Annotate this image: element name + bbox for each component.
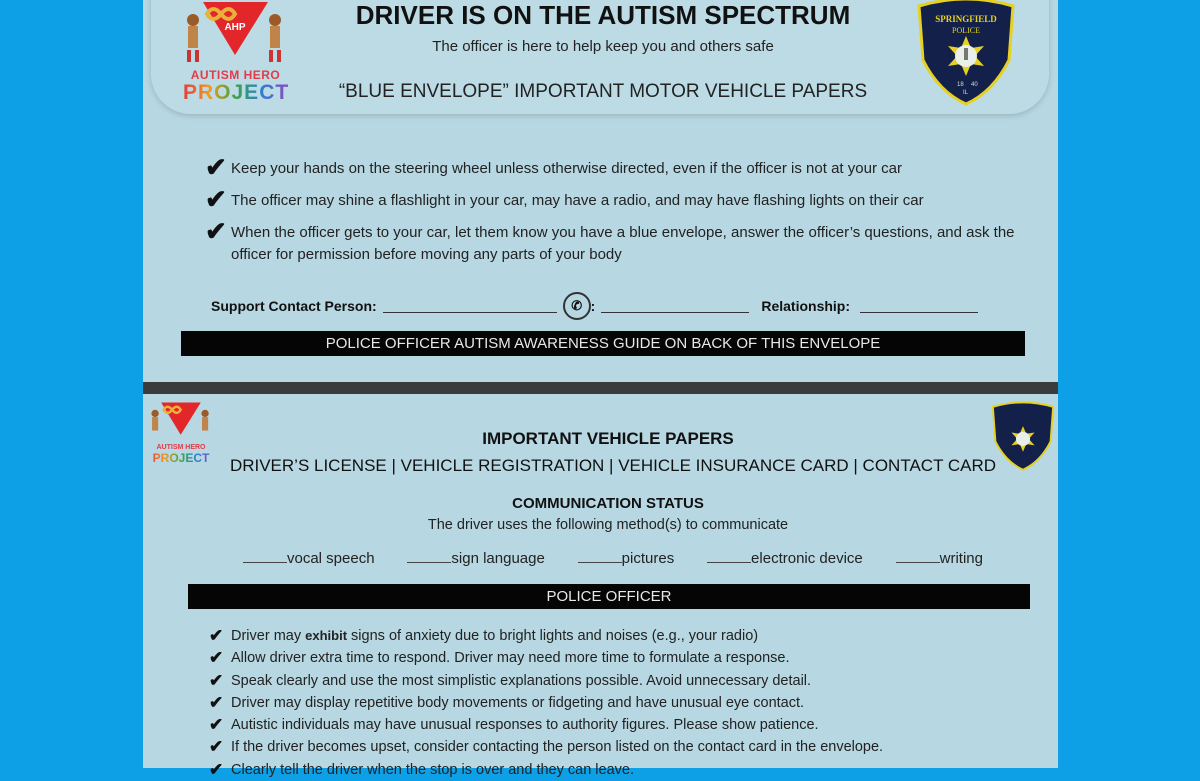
checklist-text: When the officer gets to your car, let them know you have a blue envelope, answer the officer’s questions, and ask the officer for permission before moving any parts of your body (231, 224, 1015, 263)
method-sign-language[interactable]: sign language (407, 550, 544, 567)
support-contact-row (211, 292, 1031, 320)
svg-text:SPRINGFIELD: SPRINGFIELD (935, 14, 997, 24)
officer-tip: ✔ Allow driver extra time to respond. Driver may need more time to formulate a response. (209, 647, 1009, 669)
springfield-police-badge (913, 0, 1019, 106)
page-title: DRIVER IS ON THE AUTISM SPECTRUM (355, 0, 851, 30)
officer-tip: ✔ If the driver becomes upset, consider contacting the person listed on the contact card in the envelope. (209, 736, 1009, 758)
police-badge-icon (913, 0, 1019, 106)
section-divider (143, 382, 1058, 394)
driver-checklist (205, 152, 1035, 276)
officer-tip: ✔ Driver may exhibit signs of anxiety due to bright lights and noises (e.g., your radio) (209, 625, 1009, 647)
officer-tip: ✔ Driver may display repetitive body movements or fidgeting and have unusual eye contact. (209, 692, 1009, 714)
check-icon: ✔ (209, 737, 224, 757)
autism-hero-project-logo (183, 0, 288, 103)
hero-heart-icon (183, 0, 288, 68)
officer-tips-list (209, 625, 1009, 781)
svg-text:POLICE: POLICE (952, 26, 980, 35)
relationship-field[interactable] (860, 300, 978, 313)
phone-colon: : (590, 298, 596, 314)
logo-line2: PROJECT (149, 451, 213, 465)
checklist-item (205, 184, 1035, 214)
communication-status-title: COMMUNICATION STATUS (512, 495, 704, 512)
checklist-item (205, 152, 1035, 182)
support-contact-field[interactable] (383, 300, 557, 313)
svg-text:40: 40 (971, 82, 978, 88)
relationship-label: Relationship: (761, 298, 851, 314)
support-contact-label: Support Contact Person: (211, 298, 377, 314)
officer-tip: ✔ Clearly tell the driver when the stop is over and they can leave. (209, 759, 1009, 781)
checklist-text: Keep your hands on the steering wheel unless otherwise directed, even if the officer is not at your car (231, 160, 902, 177)
officer-tip: ✔ Speak clearly and use the most simplistic explanations possible. Avoid unnecessary detail. (209, 670, 1009, 692)
phone-icon: ✆ (563, 292, 591, 320)
envelope-back (143, 394, 1058, 779)
check-icon: ✔ (205, 184, 227, 214)
police-officer-banner: POLICE OFFICER (188, 584, 1030, 609)
communication-subtitle: The driver uses the following method(s) to communicate (427, 517, 789, 533)
phone-field[interactable] (601, 300, 749, 313)
documents-list: DRIVER’S LICENSE | VEHICLE REGISTRATION | VEHICLE INSURANCE CARD | CONTACT CARD (229, 456, 997, 475)
method-writing[interactable]: writing (896, 550, 983, 567)
awareness-guide-banner: POLICE OFFICER AUTISM AWARENESS GUIDE ON BACK OF THIS ENVELOPE (181, 331, 1025, 356)
svg-text:IL: IL (963, 90, 969, 96)
method-vocal-speech[interactable]: vocal speech (243, 550, 375, 567)
communication-methods (243, 550, 983, 567)
blue-envelope-document (143, 0, 1058, 779)
checklist-item (205, 216, 1035, 266)
method-electronic-device[interactable]: electronic device (707, 550, 863, 567)
logo-line2: PROJECT (183, 81, 290, 104)
check-icon: ✔ (209, 670, 224, 690)
svg-text:AHP: AHP (224, 22, 246, 33)
svg-text:18: 18 (957, 82, 964, 88)
officer-tip: ✔ Autistic individuals may have unusual responses to authority figures. Please show patience. (209, 714, 1009, 736)
vehicle-papers-title: IMPORTANT VEHICLE PAPERS (482, 429, 734, 448)
logo-line1: AUTISM HERO (156, 444, 206, 451)
autism-hero-project-logo-small (149, 400, 213, 465)
check-icon: ✔ (209, 692, 224, 712)
check-icon: ✔ (209, 648, 224, 668)
checklist-text: The officer may shine a flashlight in your car, may have a radio, and may have flashing lights on their car (231, 192, 924, 209)
check-icon: ✔ (209, 759, 224, 779)
subtitle: The officer is here to help keep you and others safe (432, 38, 774, 55)
check-icon: ✔ (209, 715, 224, 735)
method-pictures[interactable]: pictures (578, 550, 675, 567)
check-icon: ✔ (205, 152, 227, 182)
hero-heart-icon (149, 400, 213, 444)
blue-envelope-label: “BLUE ENVELOPE” IMPORTANT MOTOR VEHICLE PAPERS (338, 81, 868, 102)
logo-line1: AUTISM HERO (190, 68, 281, 82)
envelope-front (143, 0, 1058, 382)
check-icon: ✔ (209, 626, 224, 645)
check-icon: ✔ (205, 216, 227, 246)
